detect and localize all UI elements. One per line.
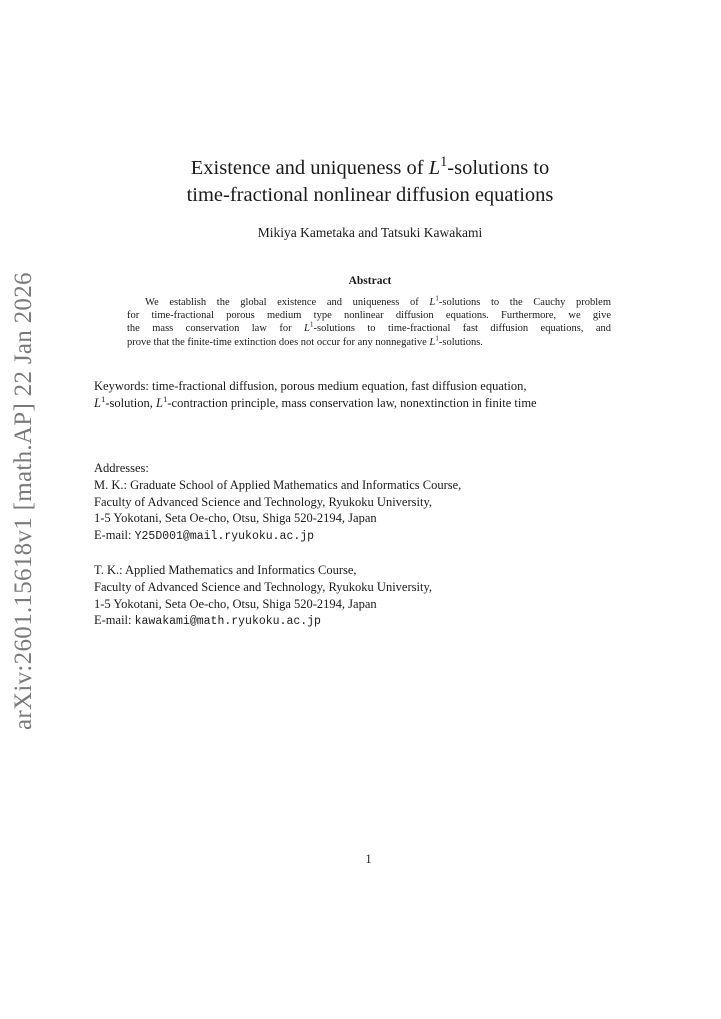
abstract-text: -solutions to time-fractional fast diffusion equations, and [313, 323, 611, 335]
keywords-text: -contraction principle, mass conservation law, nonextinction in finite time [167, 395, 537, 410]
math-superscript: 1 [440, 154, 448, 171]
arxiv-identifier: arXiv:2601.15618v1 [math.AP] 22 Jan 2026 [10, 272, 37, 730]
abstract-line [127, 293, 611, 309]
abstract-text: -solutions to the Cauchy problem [438, 297, 611, 308]
abstract-text: the mass conservation law for [127, 323, 305, 335]
title-line-1 [120, 155, 620, 182]
address-line: Faculty of Advanced Science and Technology, Ryukoku University, [94, 494, 433, 509]
title-text: Existence and uniqueness of [190, 157, 429, 179]
keywords [94, 378, 614, 411]
email-address[interactable]: kawakami@math.ryukoku.ac.jp [134, 615, 321, 629]
math-superscript: 1 [162, 393, 168, 404]
abstract-line [127, 319, 611, 335]
abstract-text: -solutions. [438, 336, 483, 348]
email-address[interactable]: Y25D001@mail.ryukoku.ac.jp [134, 530, 315, 544]
spacer [94, 546, 614, 562]
math-L: L [156, 395, 163, 410]
math-superscript: 1 [309, 319, 314, 329]
addresses-heading: Addresses: [94, 461, 149, 475]
abstract-text: We establish the global existence and uniqueness of [145, 297, 430, 308]
keywords-text: -solution, [105, 395, 157, 410]
address-line: M. K.: Graduate School of Applied Mathematics and Informatics Course, [94, 477, 462, 492]
abstract-line: for time-fractional porous medium type nonlinear diffusion equations. Furthermore, we give [127, 310, 611, 322]
paper-title [120, 155, 620, 209]
math-L: L [429, 297, 436, 308]
math-superscript: 1 [435, 293, 439, 303]
email-line [94, 612, 614, 631]
address-line: T. K.: Applied Mathematics and Informatics Course, [94, 562, 357, 577]
abstract-heading: Abstract [348, 275, 392, 287]
address-line: Faculty of Advanced Science and Technology, Ryukoku University, [94, 579, 433, 594]
abstract-line [127, 333, 611, 349]
email-line [94, 527, 614, 546]
title-text: -solutions to [447, 157, 550, 179]
keywords-line [94, 395, 614, 412]
address-line: 1-5 Yokotani, Seta Oe-cho, Otsu, Shiga 520-2194, Japan [94, 596, 377, 611]
title-line-2: time-fractional nonlinear diffusion equations [186, 184, 554, 206]
page-number: 1 [365, 852, 372, 866]
math-superscript: 1 [435, 333, 439, 343]
math-L: L [304, 323, 310, 335]
math-L: L [94, 395, 101, 410]
author-list: Mikiya Kametaka and Tatsuki Kawakami [257, 225, 483, 240]
math-L: L [428, 157, 441, 179]
math-L: L [429, 336, 436, 348]
math-superscript: 1 [100, 393, 106, 404]
email-label: E-mail: [94, 613, 135, 628]
keywords-line: Keywords: time-fractional diffusion, porous medium equation, fast diffusion equation, [94, 379, 527, 393]
addresses [94, 460, 614, 631]
abstract-body [127, 293, 611, 349]
email-label: E-mail: [94, 528, 135, 543]
address-line: 1-5 Yokotani, Seta Oe-cho, Otsu, Shiga 520-2194, Japan [94, 511, 377, 526]
abstract-text: prove that the finite-time extinction does not occur for any nonnegative [127, 336, 430, 348]
